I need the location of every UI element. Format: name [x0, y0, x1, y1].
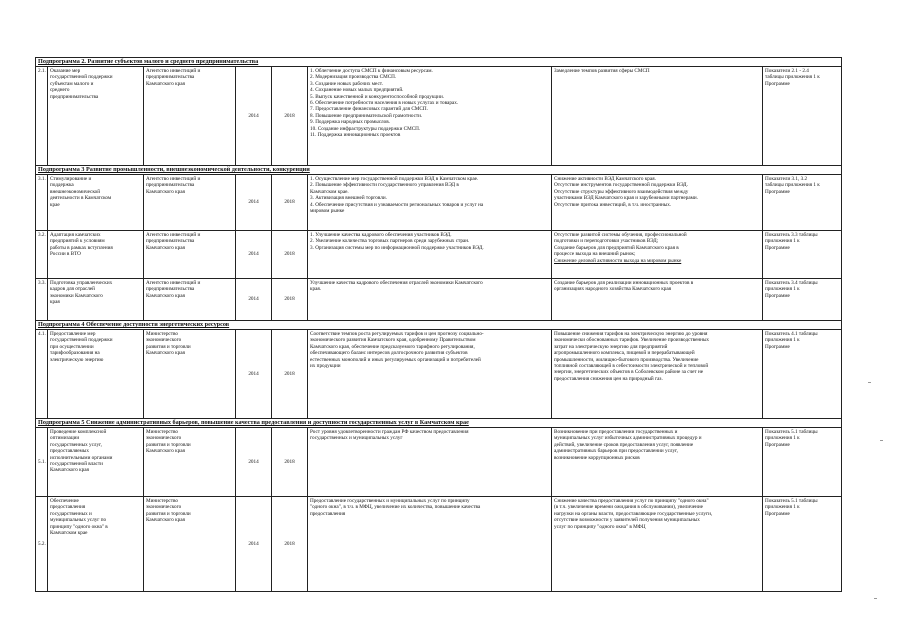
- cell-value: 2018: [284, 112, 295, 119]
- cell-line: Агентство инвестиций и: [146, 280, 201, 286]
- cell-line: Улучшение качества кадрового обеспечения отраслей экономики Камчатского: [310, 280, 483, 286]
- cell-line: государственных и муниципальных услуг: [310, 435, 403, 442]
- cell-line: Оказание мер: [50, 68, 81, 74]
- cell-line: 9. Поддержка народных промыслов.: [310, 119, 390, 126]
- cell-line: Отсутствие развитой системы обучения, профессиональной: [554, 232, 687, 238]
- cell-value: 2014: [248, 370, 259, 377]
- cell-line: 7. Предоставление финансовых гарантий для СМСП.: [310, 106, 428, 113]
- cell-line: Показатель 4.1 таблицы: [765, 331, 818, 337]
- table-row: [36, 497, 841, 591]
- cell-num: [36, 67, 48, 165]
- cell-line: кадров для отраслей: [50, 286, 95, 293]
- cell-start: [236, 428, 272, 496]
- cell-line: принципу "одного окна" в: [50, 523, 108, 530]
- cell-executor: [144, 428, 236, 496]
- cell-line: Соответствие темпов роста регулируемых тарифов и цен прогнозу социально-: [310, 331, 484, 337]
- cell-line: 5. Выпуск качественной и конкурентоспособной продукции.: [310, 93, 445, 100]
- cell-line: мировом рынке: [310, 208, 345, 215]
- cell-executor: [144, 175, 236, 230]
- cell-num: [36, 330, 48, 418]
- cell-line: Показатель 3.3 таблицы: [765, 232, 818, 238]
- cell-value: 2.1.: [38, 68, 46, 74]
- cell-event: [48, 428, 144, 496]
- cell-line: работы в рамках вступления: [50, 244, 113, 251]
- cell-line: таблицы приложения 1 к: [765, 74, 820, 81]
- cell-line: 3. Активизация внешней торговли.: [310, 195, 387, 202]
- cell-line: 2. Увеличение количества торговых партнеров среди зарубежных стран.: [310, 238, 470, 245]
- cell-line: экономически обоснованных тарифов. Увеличение производственных: [554, 337, 710, 344]
- cell-line: 4. Обеспечение присутствия и узнаваемости региональных товаров и услуг на: [310, 201, 484, 208]
- cell-line: предоставления: [310, 510, 346, 517]
- cell-value: 5.1.: [38, 458, 46, 465]
- cell-line: муниципальных услуг избыточных административных процедур и: [554, 435, 702, 442]
- cell-line: Замедление темпов развития сферы СМСП: [554, 68, 650, 74]
- cell-line: "одного окна", в т.ч. в МФЦ, увеличение их количества, повышение качества: [310, 504, 481, 511]
- cell-line: их продукции: [310, 363, 341, 370]
- cell-line: Агентство инвестиций и: [146, 68, 201, 74]
- cell-line: промышленности, жилищно-бытового производства. Увеличение: [554, 356, 699, 363]
- cell-executor: [144, 67, 236, 165]
- cell-start: [236, 330, 272, 418]
- cell-consequences: [552, 330, 763, 418]
- cell-line: 2. Модернизация производства СМСП.: [310, 74, 397, 81]
- cell-line: предпринимательства: [146, 74, 195, 81]
- cell-line: Программе: [765, 188, 790, 195]
- cell-line: края.: [310, 286, 322, 293]
- cell-line: приложения 1 к: [765, 286, 800, 293]
- cell-line: действий, увеличение сроков предоставления услуг, появление: [554, 441, 694, 448]
- cell-consequences: [552, 231, 763, 278]
- program-events-table: [35, 57, 842, 592]
- cell-line: Камчатского края: [146, 350, 185, 357]
- cell-num: [36, 175, 48, 230]
- cell-line: возникновение коррупционных рисков: [554, 454, 640, 461]
- cell-line: исполнительными органами: [50, 454, 113, 461]
- table-row: [36, 67, 841, 166]
- cell-end: [272, 231, 308, 278]
- cell-line: экономики Камчатского: [50, 292, 103, 299]
- cell-line: Агентство инвестиций и: [146, 232, 201, 238]
- cell-start: [236, 231, 272, 278]
- cell-line: Показатели 3.1, 3.2: [765, 176, 808, 182]
- cell-consequences: [552, 428, 763, 496]
- cell-line: Министерство: [146, 498, 178, 504]
- table-row: [36, 175, 841, 231]
- cell-event: [48, 330, 144, 418]
- cell-line: Снижение активности ВЭД Камчатского края.: [554, 176, 656, 182]
- cell-end: [272, 175, 308, 230]
- cell-consequences: [552, 175, 763, 230]
- cell-line: 11. Поддержка инновационных проектов: [310, 132, 401, 139]
- cell-line: Рост уровня удовлетворенности граждан РФ качеством предоставления: [310, 429, 469, 435]
- subprogram-title: Подпрограмма 4 Обеспечение доступности энергетических ресурсов: [38, 321, 230, 328]
- cell-executor: [144, 279, 236, 320]
- cell-line: Снижение деловой активности выхода на мировом рынке: [554, 257, 682, 264]
- cell-line: Камчатского края: [146, 292, 185, 299]
- cell-line: Стимулирование и: [50, 176, 92, 182]
- cell-line: Показатель 5.1 таблицы: [765, 498, 818, 504]
- cell-executor: [144, 231, 236, 278]
- cell-line: топливной составляющей в себестоимости электрической и тепловой: [554, 363, 709, 370]
- cell-line: при осуществлении: [50, 343, 94, 350]
- cell-line: муниципальных услуг по: [50, 517, 107, 524]
- cell-line: приложения 1 к: [765, 337, 800, 344]
- subprogram-title: Подпрограмма 3 Развитие промышленности, внешнеэкономической деятельности, конкуренции: [38, 166, 310, 173]
- cell-line: участниками ВЭД Камчатского края и зарубежными партнерами.: [554, 195, 698, 202]
- cell-end: [272, 428, 308, 496]
- subprogram-header: [36, 166, 841, 175]
- cell-value: 2014: [248, 458, 259, 465]
- cell-line: России в ВТО: [50, 251, 81, 258]
- cell-line: крае: [50, 201, 60, 208]
- cell-consequences: [552, 67, 763, 165]
- cell-results: [308, 279, 552, 320]
- cell-line: энергии, энергетических объектов в Соболевском районе за счет не: [554, 369, 704, 376]
- cell-event: [48, 231, 144, 278]
- cell-line: Программе: [765, 441, 790, 448]
- cell-executor: [144, 497, 236, 591]
- cell-indicators: [763, 428, 841, 496]
- table-row: [36, 231, 841, 279]
- cell-line: Министерство: [146, 331, 178, 337]
- cell-line: развития и торговли: [146, 343, 191, 350]
- cell-line: экономического: [146, 435, 182, 442]
- cell-line: 3. Организация системы мер по информационной поддержке участников ВЭД.: [310, 244, 484, 251]
- cell-line: Предоставление мер: [50, 331, 96, 337]
- cell-line: нагрузки на органы власти, предоставляющие государственные услуги,: [554, 510, 713, 517]
- cell-line: 10. Создание инфраструктуры поддержки СМСП.: [310, 125, 421, 132]
- cell-value: 2014: [248, 199, 259, 206]
- cell-line: Программе: [765, 510, 790, 517]
- cell-line: субъектам малого и: [50, 80, 94, 87]
- cell-line: предприятий к условиям: [50, 238, 105, 245]
- cell-results: [308, 231, 552, 278]
- cell-line: Камчатского края: [50, 467, 89, 474]
- cell-consequences: [552, 497, 763, 591]
- cell-value: 2014: [248, 251, 259, 258]
- cell-line: 1. Осуществление мер государственной поддержки ВЭД в Камчатском крае.: [310, 176, 479, 182]
- cell-start: [236, 497, 272, 591]
- cell-line: приложения 1 к: [765, 504, 800, 511]
- cell-line: Агентство инвестиций и: [146, 176, 201, 182]
- cell-results: [308, 428, 552, 496]
- cell-line: Министерство: [146, 429, 178, 435]
- cell-line: Камчатского края: [146, 80, 185, 87]
- cell-indicators: [763, 497, 841, 591]
- cell-line: агропромышленного комплекса, пищевой и перерабатывающей: [554, 350, 695, 357]
- cell-value: 2014: [248, 112, 259, 119]
- cell-line: Предоставление государственных и муниципальных услуг по принципу: [310, 498, 470, 504]
- cell-line: развития и торговли: [146, 510, 191, 517]
- cell-value: 3.3.: [38, 280, 46, 286]
- cell-value: 5.2.: [38, 540, 46, 547]
- cell-line: Повышение снижения тарифов на электрическую энергию до уровня: [554, 331, 708, 337]
- cell-line: государственной власти: [50, 461, 103, 468]
- cell-value: 2014: [248, 540, 259, 547]
- subprogram-header: [36, 321, 841, 330]
- cell-line: 1. Улучшение качества кадрового обеспечения участников ВЭД.: [310, 232, 452, 238]
- scan-mark: [868, 382, 871, 383]
- cell-line: предпринимательства: [50, 93, 99, 100]
- cell-indicators: [763, 67, 841, 165]
- cell-event: [48, 175, 144, 230]
- cell-line: государственных и: [50, 510, 92, 517]
- cell-line: края: [50, 299, 60, 306]
- cell-line: Отсутствие притока инвестиций, в т.ч. иностранных.: [554, 201, 672, 208]
- cell-line: организациях народного хозяйства Камчатского края: [554, 286, 672, 293]
- cell-line: Создание барьеров для предприятий Камчатского края в: [554, 244, 679, 251]
- cell-line: затрат на электрическую энергию для предприятий: [554, 343, 668, 350]
- cell-results: [308, 330, 552, 418]
- cell-line: административных барьеров при предоставлении услуг,: [554, 448, 678, 455]
- cell-value: 3.1.: [38, 176, 46, 182]
- cell-line: экономического развития Камчатского края, одобренному Правительством: [310, 337, 476, 344]
- cell-value: 2018: [284, 296, 295, 303]
- cell-line: 8. Повышение предпринимательской грамотности.: [310, 112, 423, 119]
- cell-value: 2018: [284, 251, 295, 258]
- cell-num: [36, 497, 48, 591]
- cell-line: деятельности в Камчатском: [50, 195, 112, 202]
- cell-line: Камчатском крае.: [310, 188, 349, 195]
- cell-line: поддержка: [50, 182, 74, 189]
- cell-event: [48, 497, 144, 591]
- cell-line: тарифообразования на: [50, 350, 100, 357]
- cell-line: государственной поддержки: [50, 74, 113, 81]
- cell-line: естественных монополий и иных регулируемых организаций и потребителей: [310, 356, 481, 363]
- table-row: [36, 330, 841, 419]
- cell-start: [236, 67, 272, 165]
- subprogram-title: Подпрограмма 2. Развитие субъектов малого и среднего предпринимательства: [38, 58, 259, 65]
- cell-event: [48, 67, 144, 165]
- cell-line: подготовки и переподготовки участников ВЭД;: [554, 238, 659, 245]
- cell-value: 2018: [284, 370, 295, 377]
- cell-value: 2018: [284, 458, 295, 465]
- cell-line: Программе: [765, 244, 790, 251]
- cell-end: [272, 497, 308, 591]
- cell-line: Камчатском крае: [50, 530, 88, 537]
- cell-line: (в т.ч. увеличение времени ожидания в обслуживании), увеличение: [554, 504, 703, 511]
- subprogram-header: [36, 419, 841, 428]
- cell-start: [236, 175, 272, 230]
- cell-line: процессе выхода на внешний рынок;: [554, 251, 636, 258]
- cell-line: среднего: [50, 87, 70, 94]
- cell-line: Проведение комплексной: [50, 429, 107, 435]
- cell-line: экономического: [146, 337, 182, 344]
- cell-line: Отсутствие инструментов государственной поддержки ВЭД.: [554, 182, 688, 189]
- cell-line: Камчатского края: [146, 517, 185, 524]
- cell-line: Отсутствие структуры эффективного взаимодействия между: [554, 188, 689, 195]
- cell-line: внешнеэкономической: [50, 188, 100, 195]
- cell-line: государственной поддержки: [50, 337, 113, 344]
- cell-line: 1. Облегчение доступа СМСП к финансовым ресурсам.: [310, 68, 433, 74]
- subprogram-title: Подпрограмма 5 Снижение административных барьеров, повышение качества предоставления и доступности государственных услуг в Камчатском крае: [38, 419, 469, 426]
- table-row: [36, 279, 841, 321]
- cell-line: экономического: [146, 504, 182, 511]
- cell-results: [308, 175, 552, 230]
- cell-line: отсутствие возможности у заявителей получения муниципальных: [554, 517, 700, 524]
- cell-line: Обеспечение: [50, 498, 79, 504]
- cell-value: 3.2.: [38, 232, 46, 238]
- cell-line: приложения 1 к: [765, 435, 800, 442]
- cell-line: Показатель 3.4 таблицы: [765, 280, 818, 286]
- cell-line: предоставления снижения цен на природный газ.: [554, 375, 663, 382]
- cell-indicators: [763, 330, 841, 418]
- cell-line: электрическую энергию: [50, 356, 104, 363]
- cell-num: [36, 279, 48, 320]
- cell-num: [36, 231, 48, 278]
- cell-end: [272, 67, 308, 165]
- cell-value: 2018: [284, 540, 295, 547]
- cell-line: государственных услуг,: [50, 441, 102, 448]
- cell-event: [48, 279, 144, 320]
- cell-line: 2. Повышение эффективности государственного управления ВЭД в: [310, 182, 459, 189]
- cell-line: Показатели 2.1 - 2.4: [765, 68, 809, 74]
- cell-line: предоставления: [50, 504, 86, 511]
- cell-consequences: [552, 279, 763, 320]
- cell-line: оптимизации: [50, 435, 80, 442]
- cell-end: [272, 330, 308, 418]
- table-row: [36, 428, 841, 497]
- cell-line: Адаптация камчатских: [50, 232, 101, 238]
- cell-results: [308, 67, 552, 165]
- cell-line: 4. Сохранение новых малых предприятий.: [310, 87, 404, 94]
- cell-line: Камчатского края: [146, 448, 185, 455]
- cell-line: Создание барьеров для реализации инновационных проектов в: [554, 280, 694, 286]
- cell-indicators: [763, 279, 841, 320]
- scan-mark: [880, 440, 883, 441]
- cell-executor: [144, 330, 236, 418]
- cell-line: Подготовка управленческих: [50, 280, 113, 286]
- cell-line: развития и торговли: [146, 441, 191, 448]
- cell-line: обеспечивающего баланс интересов долгосрочного развития субъектов: [310, 350, 468, 357]
- cell-line: 6. Обеспечение потребности населения в новых услугах и товарах.: [310, 100, 459, 107]
- cell-line: Снижение качества предоставления услуг по принципу "одного окна": [554, 498, 709, 504]
- cell-line: Программе: [765, 343, 790, 350]
- cell-line: предпринимательства: [146, 238, 195, 245]
- cell-line: Программе: [765, 292, 790, 299]
- cell-line: услуг по принципу "одного окна" в МФЦ: [554, 523, 646, 530]
- cell-num: [36, 428, 48, 496]
- cell-value: 2014: [248, 296, 259, 303]
- cell-line: Камчатского края: [146, 188, 185, 195]
- subprogram-header: [36, 58, 841, 67]
- cell-results: [308, 497, 552, 591]
- cell-line: таблицы приложения 1 к: [765, 182, 820, 189]
- cell-line: Камчатского края: [146, 244, 185, 251]
- cell-line: Возникновение при предоставлении государственных и: [554, 429, 678, 435]
- scan-mark: [874, 598, 877, 599]
- cell-line: предоставляемых: [50, 448, 89, 455]
- cell-line: предпринимательства: [146, 286, 195, 293]
- cell-line: приложения 1 к: [765, 238, 800, 245]
- cell-value: 4.1.: [38, 331, 46, 337]
- cell-line: Камчатского края, обеспечение предсказуемого тарифного регулирования,: [310, 343, 475, 350]
- cell-indicators: [763, 231, 841, 278]
- cell-start: [236, 279, 272, 320]
- cell-end: [272, 279, 308, 320]
- cell-line: Показатель 5.1 таблицы: [765, 429, 818, 435]
- cell-indicators: [763, 175, 841, 230]
- cell-line: Программе: [765, 80, 790, 87]
- cell-line: предпринимательства: [146, 182, 195, 189]
- cell-line: 3. Создание новых рабочих мест.: [310, 80, 383, 87]
- cell-value: 2018: [284, 199, 295, 206]
